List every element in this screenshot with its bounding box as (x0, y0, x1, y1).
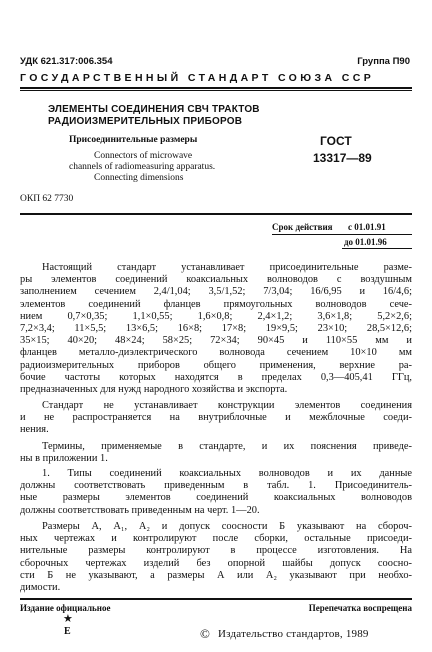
text-line: Настоящий стандарт устанавливает присоединительные разме- (42, 262, 412, 273)
text-line: фланцев металло-диэлектрического волновода сечением 10×10 мм (20, 347, 412, 359)
text-line: ных чертежах и контролируют после сборки, остальные присоеди- (20, 533, 412, 545)
text-line: радиоизмерительных приборов общего применения, верхние ра- (20, 359, 412, 371)
text-line: 35×15; 40×20; 48×24; 58×25; 72×34; 90×45 и 110×55 мм и (20, 335, 412, 347)
text-line: 7,2×3,4; 11×5,5; 13×6,5; 16×8; 17×8; 19×9,5; 23×10; 28,5×12,6; (20, 323, 412, 335)
paragraph-dimensions (20, 521, 412, 594)
state-standard-banner: ГОСУДАРСТВЕННЫЙ СТАНДАРТ СОЮЗА ССР (20, 72, 375, 84)
official-edition-label: Издание официальное (20, 603, 111, 613)
udk-code: УДК 621.317:006.354 (20, 56, 113, 67)
text-line: заполнением сечением 2,4/1,04; 3,5/1,52; 7/3,04; 16/6,95 и 16/4,6; (20, 286, 412, 298)
text-line: должны соответствовать приведенным на черт. 1—20. (20, 504, 260, 516)
text-line: ры элементов соединений коаксиальных волноводов с воздушным (20, 274, 412, 286)
text-line: бочие частоты которых находятся в пределах 0,3—405,41 ГГц, (20, 371, 412, 383)
title-en-line2: channels of radiomeasuring apparatus. (69, 162, 216, 172)
paragraph-exclusions (20, 400, 412, 437)
paragraph-scope (20, 262, 412, 396)
footer-rule (20, 598, 412, 600)
title-ru-subtitle: Присоединительные размеры (69, 135, 198, 145)
reprint-prohibited-label: Перепечатка воспрещена (308, 603, 412, 613)
text-line: Стандарт не устанавливает конструкции элементов соединения (42, 400, 412, 411)
validity-to: до 01.01.96 (344, 237, 387, 247)
text-line: нительные размеры контролируют в процессе изготовления. На (20, 545, 412, 557)
text-line: нения. (20, 424, 49, 436)
title-ru-line2: РАДИОИЗМЕРИТЕЛЬНЫХ ПРИБОРОВ (48, 116, 243, 127)
edition-letter: Е (64, 626, 71, 637)
validity-label: Срок действия (272, 222, 333, 232)
text-line: димости. (20, 582, 61, 594)
text-line: должны соответствовать приведенным в табл. 1. Присоединитель- (20, 480, 412, 492)
gost-label: ГОСТ (320, 134, 352, 148)
star-icon: ★ (63, 613, 73, 625)
okp-code: ОКП 62 7730 (20, 194, 74, 204)
text-line: Термины, применяемые в стандарте, и их пояснения приведе- (42, 441, 412, 452)
text-line: и не распространяется на внутриблочные и межблочные соеди- (20, 412, 412, 424)
banner-rule-top (20, 87, 412, 89)
publisher-copyright: Издательство стандартов, 1989 (218, 628, 369, 640)
copyright-icon: © (200, 626, 210, 641)
text-line: ны в приложении 1. (20, 453, 108, 465)
validity-underline (272, 234, 412, 235)
title-en-line1: Connectors of microwave (94, 151, 193, 161)
text-line: Размеры А, А₁, А₂ и допуск соосности Б указывают на сбороч- (42, 521, 412, 532)
group-code: Группа П90 (357, 56, 410, 67)
banner-rule-bottom (20, 90, 412, 91)
text-line: 1. Типы соединений коаксиальных волноводов и их данные (42, 468, 412, 479)
text-line: элементов соединений фланцев прямоугольных волноводов сече- (20, 298, 412, 310)
title-ru-line1: ЭЛЕМЕНТЫ СОЕДИНЕНИЯ СВЧ ТРАКТОВ (48, 104, 260, 115)
title-divider (20, 213, 412, 215)
text-line: ные размеры элементов соединений коаксиальных волноводов (20, 492, 412, 504)
text-line: предназначенных для нужд народного хозяйства и экспорта. (20, 384, 288, 396)
validity-underline-2 (342, 248, 412, 249)
text-line: нием 0,7×0,35; 1,1×0,55; 1,6×0,8; 2,4×1,2; 3,6×1,8; 5,2×2,6; (20, 310, 412, 322)
paragraph-item-1 (20, 468, 412, 517)
paragraph-terms (20, 441, 412, 465)
text-line: сти Б не указывают, а размеры А или А₂ указывают при необхо- (20, 569, 412, 581)
title-en-line3: Connecting dimensions (94, 173, 184, 183)
text-line: сборочных чертежах изделий без опорной шайбы допуск соосно- (20, 557, 412, 569)
validity-from: с 01.01.91 (348, 222, 386, 232)
gost-number: 13317—89 (313, 151, 372, 165)
